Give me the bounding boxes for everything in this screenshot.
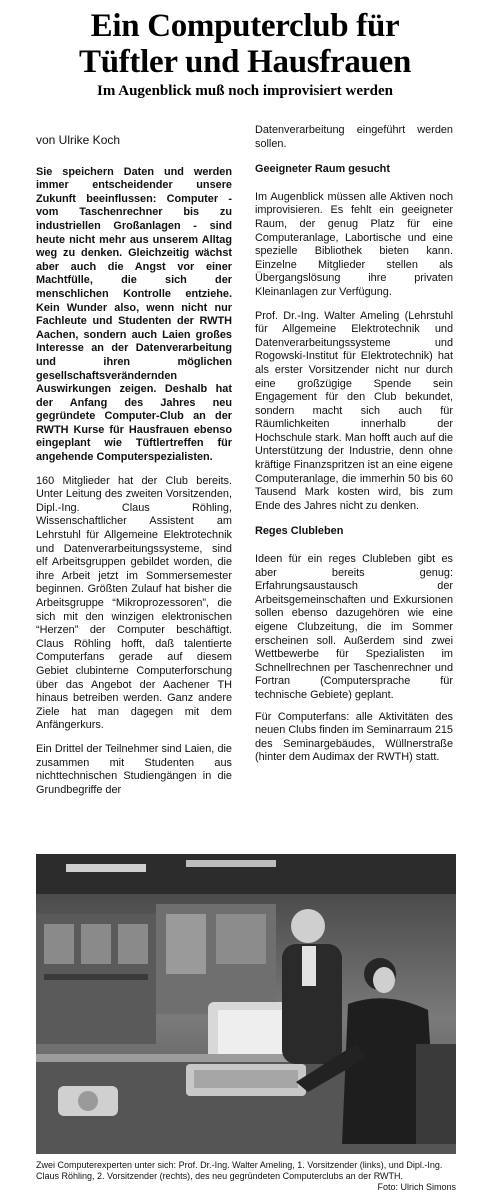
photo-caption: Zwei Computerexperten unter sich: Prof. Dr.-Ing. Walter Ameling, 1. Vorsitzender (links), und Dipl.-Ing. Claus Röhling, 2. Vorsitzender (rechts), des neu gegründeten Computerclubs an der RWTH. bbox=[36, 1160, 443, 1181]
body-paragraph: 160 Mitglieder hat der Club bereits. Unter Leitung des zweiten Vorsitzenden, Dipl.-Ing. Claus Röhling, Wissenschaftlicher Assistent am Lehrstuhl für Allgemeine Elektrotechnik und Datenverarbeitungssysteme, sind elf Arbeitsgruppen gebildet worden, die ihre Arbeit jetzt im Sommersemester beginnen. Größten Zulauf hat bisher die Arbeitsgruppe “Mikroprozessoren”, die sich mit den winzigen elektronischen “Herzen” der Computer beschäftigt. Claus Röhling hofft, daß talentierte Computerfans gerade auf diesem Gebiet clubinterne Computerforschung über das Angebot der Aachener TH hinaus betreiben werden. Ganz andere Ziele hat man dagegen mit dem Anfängerkurs. bbox=[36, 474, 232, 732]
photo-illustration bbox=[36, 854, 456, 1154]
section-heading: Geeigneter Raum gesucht bbox=[255, 163, 390, 176]
headline-line-2: Tüftler und Hausfrauen bbox=[78, 44, 412, 80]
body-paragraph: Ideen für ein reges Clubleben gibt es aber bereits genug: Erfahrungsaustausch der Arbeitsgemeinschaften und Exkursionen sollen ebenso dazugehören wie eine eigene Clubzeitung, die im Sommer erscheinen soll. Außerdem sind zwei Wettbewerbe für Spezialisten im Schnellrechnen per Taschenrechner und Fortran (Computersprache für technische Gebiete) geplant. bbox=[255, 553, 453, 701]
headline-line-1: Ein Computerclub für bbox=[90, 8, 400, 44]
section-heading: Reges Clubleben bbox=[255, 525, 344, 538]
left-column bbox=[36, 124, 232, 807]
byline: von Ulrike Koch bbox=[36, 133, 121, 147]
body-paragraph: Für Computerfans: alle Aktivitäten des neuen Clubs finden im Seminarraum 215 des Seminargebäudes, Wüllnerstraße (hinter dem Audimax der RWTH) statt. bbox=[255, 710, 453, 764]
lead-paragraph: Sie speichern Daten und werden immer entscheidender unsere Zukunft beeinflussen: Computer - vom Taschenrechner bis zu industriellen Großanlagen - sind heute nicht mehr aus unserem Alltag weg zu denken. Gleichzeitig wächst aber auch die Angst vor einer Machtfülle, die sich der menschlichen Kontrolle entziehe. Kein Wunder also, wenn nicht nur Fachleute und Studenten der RWTH Aachen, sondern auch Laien großes Interesse an der Datenverarbeitung und ihren möglichen gesellschaftsverändernden Auswirkungen zeigen. Deshalb hat der Anfang des Jahres neu gegründete Computer-Club an der RWTH Kurse für Hausfrauen ebenso eingeplant wie Tüftlertreffen für angehende Computerspezialisten. bbox=[36, 165, 232, 464]
right-column bbox=[255, 124, 453, 775]
body-paragraph: Ein Drittel der Teilnehmer sind Laien, die zusammen mit Studenten aus nichttechnischen Studiengängen in die Grundbegriffe der bbox=[36, 742, 232, 796]
photo bbox=[36, 854, 456, 1154]
subheadline: Im Augenblick muß noch improvisiert werden bbox=[97, 83, 393, 99]
photo-credit: Foto: Ulrich Simons bbox=[377, 1182, 456, 1192]
body-paragraph: Prof. Dr.-Ing. Walter Ameling (Lehrstuhl für Allgemeine Elektrotechnik und Datenverarbeitungssysteme und Rogowski-Institut für Elektrotechnik) hat als erster Vorsitzender nicht nur durch eine großzügige Spende sein Engagement für den Club bekundet, sondern macht sich auch für Räumlichkeiten innerhalb der Hochschule stark. Man hofft auch auf die Unterstützung der Industrie, denn ohne kräftige Finanzspritzen ist an eine eigene Computeranlage, die immerhin 50 bis 60 Tausend Mark kosten wird, bis zum Ende des Jahres nicht zu denken. bbox=[255, 309, 453, 512]
body-paragraph: Im Augenblick müssen alle Aktiven noch improvisieren. Es fehlt ein geeigneter Raum, der genug Platz für eine Computeranlage, Labortische und eine spezielle Bibliothek bieten kann. Einzelne Mitglieder stellen als Übergangslösung ihre privaten Kleinanlagen zur Verfügung. bbox=[255, 190, 453, 298]
body-paragraph: Datenverarbeitung eingeführt werden sollen. bbox=[255, 124, 453, 150]
